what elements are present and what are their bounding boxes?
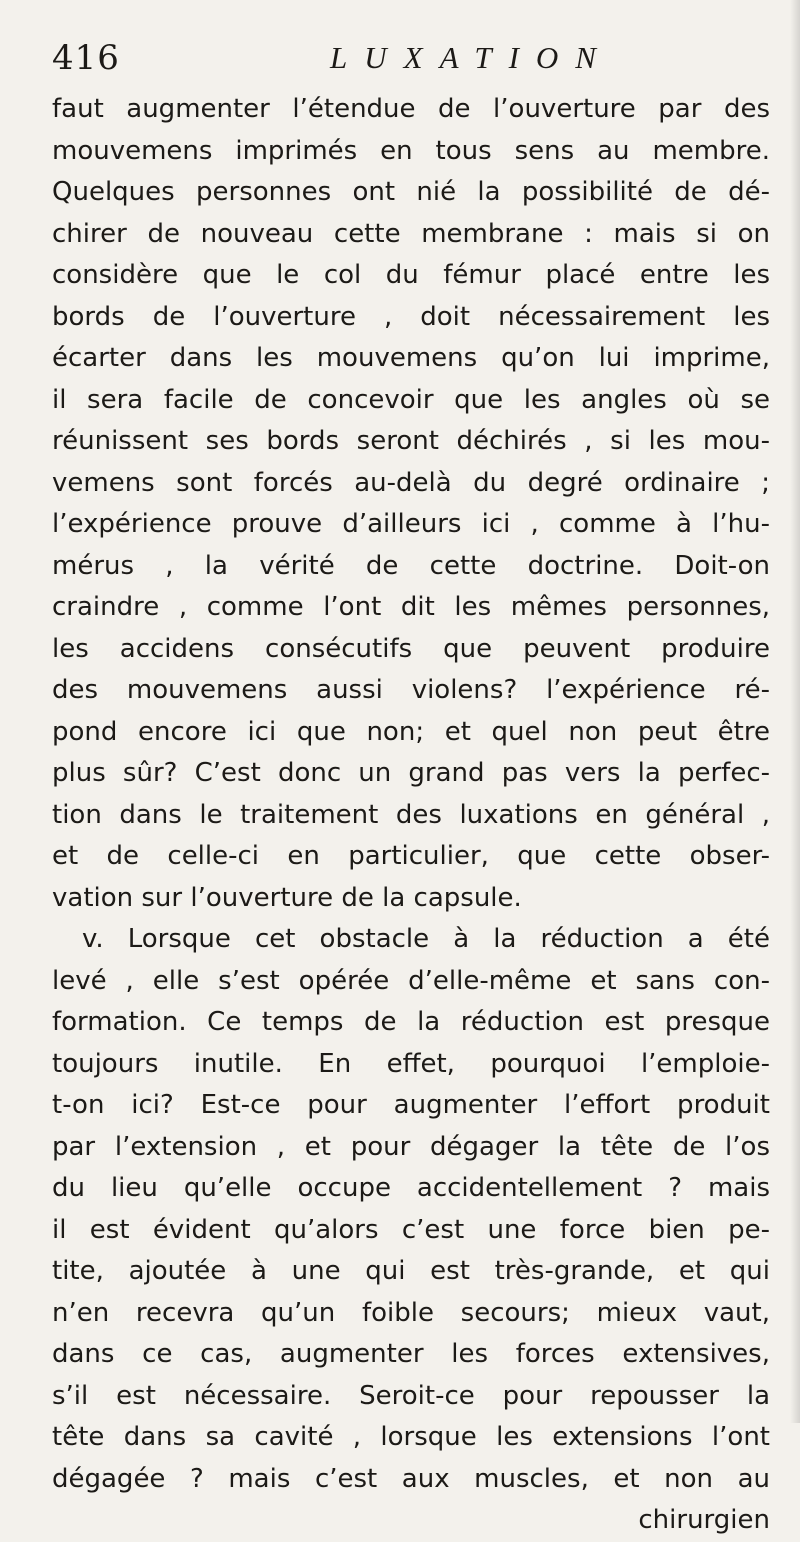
text-line: mouvemens imprimés en tous sens au membre. [52,135,770,166]
text-line: les accidens consécutifs que peuvent produire [52,633,770,664]
text-line: pond encore ici que non; et quel non peut être [52,716,770,747]
text-line: faut augmenter l’étendue de l’ouverture par des [52,94,770,124]
text-line: dégagée ? mais c’est aux muscles, et non au [52,1463,770,1494]
text-line: mérus , la vérité de cette doctrine. Doit-on [52,550,770,581]
page-header [52,38,752,88]
text-line: l’expérience prouve d’ailleurs ici , comme à l’hu- [52,509,770,539]
page-number: 416 [52,38,120,78]
text-line: s’il est nécessaire. Seroit-ce pour repousser la [52,1380,770,1411]
body-text [52,89,770,1542]
text-line: v. Lorsque cet obstacle à la réduction a été [82,924,770,954]
text-line: Quelques personnes ont nié la possibilité de dé- [52,177,770,207]
text-line: bords de l’ouverture , doit nécessairement les [52,301,770,332]
text-line: vemens sont forcés au-delà du degré ordinaire ; [52,467,770,498]
text-line: formation. Ce temps de la réduction est presque [52,1007,770,1037]
text-line: considère que le col du fémur placé entre les [52,260,770,290]
text-line: craindre , comme l’ont dit les mêmes personnes, [52,592,770,622]
text-line: des mouvemens aussi violens? l’expérience ré- [52,675,770,705]
text-line: levé , elle s’est opérée d’elle-même et sans con- [52,965,770,996]
text-line: il sera facile de concevoir que les angles où se [52,384,770,415]
text-line: tite, ajoutée à une qui est très-grande, et qui [52,1256,770,1286]
text-line: il est évident qu’alors c’est une force bien pe- [52,1214,770,1245]
text-line: plus sûr? C’est donc un grand pas vers la perfec- [52,758,770,788]
text-line: par l’extension , et pour dégager la tête de l’os [52,1131,770,1162]
text-line: tête dans sa cavité , lorsque les extensions l’ont [52,1422,770,1452]
page-edge-shadow [790,0,800,1423]
text-line: chirer de nouveau cette membrane : mais si on [52,218,770,249]
text-line: toujours inutile. En effet, pourquoi l’emploie- [52,1048,770,1079]
text-line: tion dans le traitement des luxations en général , [52,799,770,830]
catchword: chirurgien [638,1505,770,1535]
text-line: du lieu qu’elle occupe accidentellement ? mais [52,1173,770,1203]
text-line: vation sur l’ouverture de la capsule. [52,882,522,913]
text-line: n’en recevra qu’un foible secours; mieux vaut, [52,1297,770,1328]
text-line: t-on ici? Est-ce pour augmenter l’effort produit [52,1090,770,1120]
text-line: écarter dans les mouvemens qu’on lui imprime, [52,343,770,373]
running-title: LUXATION [330,40,613,75]
text-line: et de celle-ci en particulier, que cette obser- [52,841,770,871]
text-line: réunissent ses bords seront déchirés , si les mou- [52,426,770,456]
text-line: dans ce cas, augmenter les forces extensives, [52,1339,770,1369]
